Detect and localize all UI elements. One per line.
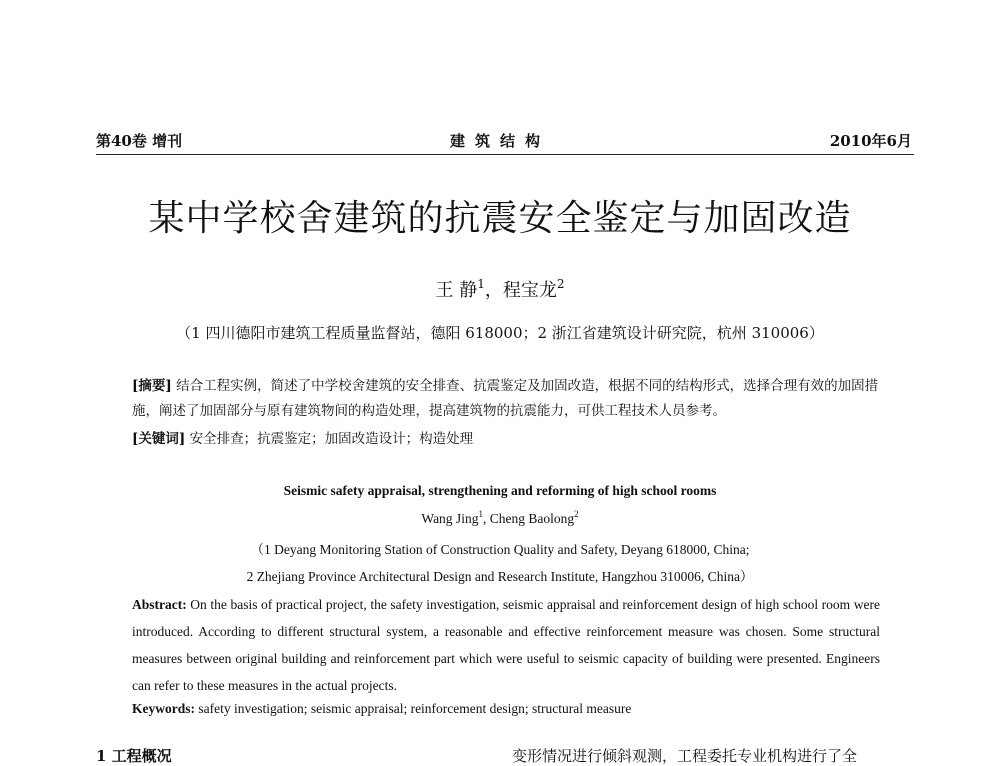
keywords-cn [132, 427, 882, 452]
affiliation-en-2: 2 Zhejiang Province Architectural Design and Research Institute, Hangzhou 310006, China） [246, 569, 754, 584]
author-separator: , [482, 511, 490, 526]
keywords-en-label: Keywords: [132, 701, 195, 716]
abstract-en-label: Abstract: [132, 597, 187, 612]
author-separator: ， [484, 280, 503, 301]
keywords-en [132, 701, 631, 717]
issue-date: 2010年6月 [829, 132, 912, 150]
affiliation-cn: （1 四川德阳市建筑工程质量监督站，德阳 618000；2 浙江省建筑设计研究院，杭州 310006） [176, 324, 824, 342]
author-affil-mark: 2 [556, 277, 565, 291]
affiliation-en-1: （1 Deyang Monitoring Station of Construction Quality and Safety, Deyang 618000, China; [250, 542, 750, 557]
author-line [0, 276, 1000, 302]
author-affil-mark: 2 [574, 509, 579, 519]
abstract-cn [132, 374, 882, 424]
abstract-en [132, 591, 880, 699]
journal-volume: 第40卷 增刊 [96, 132, 183, 150]
keywords-en-text: safety investigation; seismic appraisal; reinforcement design; structural measure [195, 701, 632, 716]
section-heading: 1 工程概况 [96, 747, 172, 765]
body-text-fragment: 变形情况进行倾斜观测，工程委托专业机构进行了全 [512, 747, 858, 765]
keywords-cn-label: [关键词] [132, 431, 186, 447]
keywords-cn-text: 安全排查；抗震鉴定；加固改造设计；构造处理 [185, 431, 474, 447]
journal-name: 建筑结构 [449, 132, 550, 150]
paper-title: 某中学校舍建筑的抗震安全鉴定与加固改造 [148, 198, 852, 239]
abstract-en-text: On the basis of practical project, the safety investigation, seismic appraisal and reinforcement design of high school room were introduced. According to different structural system, a reasonable and effective reinforcement measure was chosen. Some structural measures between original building and reinforcement part which were useful to seismic capacity of building were presented. Engineers can refer to these measures in the actual projects. [132, 597, 880, 693]
author-line-en [0, 509, 1000, 527]
abstract-cn-text: 结合工程实例，简述了中学校舍建筑的安全排查、抗震鉴定及加固改造，根据不同的结构形式，选择合理有效的加固措施，阐述了加固部分与原有建筑物间的构造处理，提高建筑物的抗震能力，可供工程技术人员参考。 [132, 378, 879, 419]
author-name: 程宝龙 [502, 280, 557, 301]
author-name-en: Cheng Baolong [489, 511, 575, 526]
author-affil-mark: 1 [478, 509, 483, 519]
header-rule [96, 154, 914, 155]
author-name-en: Wang Jing [421, 511, 479, 526]
author-affil-mark: 1 [477, 277, 485, 291]
paper-title-en: Seismic safety appraisal, strengthening and reforming of high school rooms [283, 483, 717, 498]
abstract-cn-label: [摘要] [132, 378, 172, 394]
author-name: 王 静 [435, 280, 478, 301]
